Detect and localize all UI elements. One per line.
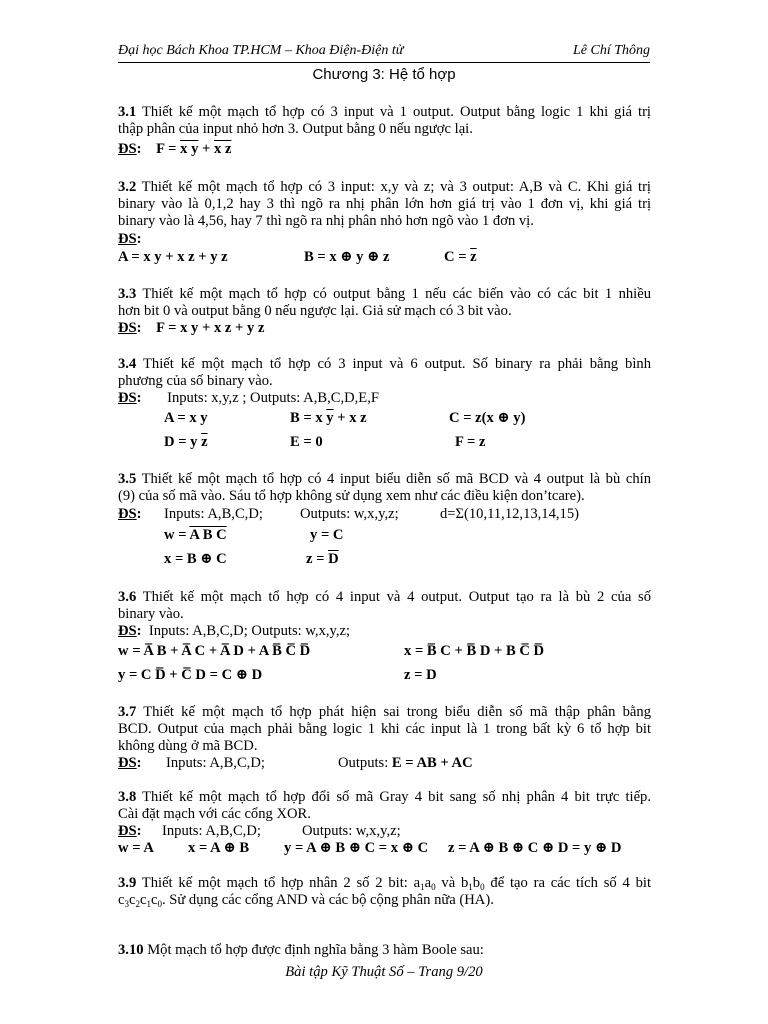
exercise-3-7-line-1: 3.7 Thiết kế một mạch tổ hợp phát hiện sai trong biểu diễn số mã thập phân bằng	[118, 704, 651, 720]
exercise-3-2-line-1: 3.2 Thiết kế một mạch tổ hợp có 3 input: x,y và z; và 3 output: A,B và C. Khi giá trị	[118, 179, 651, 195]
exercise-3-5-eq-y: y = C	[310, 527, 344, 543]
exercise-3-5-eq-x: x = B ⊕ C	[164, 551, 227, 567]
exercise-3-6-eq-w: w = A̅ B + A̅ C + A̅ D + A B̅ C̅ D̅	[118, 643, 311, 659]
exercise-3-8-eq-x: x = A ⊕ B	[188, 840, 250, 856]
exercise-3-1-line-2: thập phân của input nhỏ hơn 3. Output bằng 0 nếu ngược lại.	[118, 121, 473, 137]
exercise-3-7-ds-label: ĐS:	[118, 755, 142, 771]
exercise-3-4-eq-c: C = z(x ⊕ y)	[449, 410, 526, 426]
header-institution: Đại học Bách Khoa TP.HCM – Khoa Điện-Điện tử	[118, 43, 404, 58]
exercise-3-8-eq-y: y = A ⊕ B ⊕ C = x ⊕ C	[284, 840, 429, 856]
exercise-3-5-dontcare: d=Σ(10,11,12,13,14,15)	[440, 506, 580, 522]
exercise-3-4-eq-f: F = z	[455, 434, 486, 450]
exercise-3-1-line-1: 3.1 Thiết kế một mạch tổ hợp có 3 input và 1 output. Output bằng logic 1 khi giá trị	[118, 104, 651, 120]
exercise-3-4-line-1: 3.4 Thiết kế một mạch tổ hợp có 3 input và 6 output. Số binary ra phải bằng bình	[118, 356, 651, 372]
exercise-3-8-line-1: 3.8 Thiết kế một mạch tổ hợp đổi số mã Gray 4 bit sang số nhị phân 4 bit trực tiếp.	[118, 789, 651, 805]
exercise-3-6-io: ĐS: Inputs: A,B,C,D; Outputs: w,x,y,z;	[118, 623, 351, 639]
exercise-3-3-line-1: 3.3 Thiết kế một mạch tổ hợp có output bằng 1 nếu các biến vào có các bit 1 nhiều	[118, 286, 651, 302]
exercise-3-5-outputs: Outputs: w,x,y,z;	[300, 506, 399, 522]
exercise-3-8-line-2: Cài đặt mạch với các cổng XOR.	[118, 806, 311, 822]
exercise-3-8-outputs: Outputs: w,x,y,z;	[302, 823, 401, 839]
exercise-3-2-line-2: binary vào là 0,1,2 hay 3 thì ngõ ra nhị phân lớn hơn giá trị vào 1 đơn vị, khi giá trị	[118, 196, 651, 212]
exercise-3-8-eq-z: z = A ⊕ B ⊕ C ⊕ D = y ⊕ D	[448, 840, 622, 856]
exercise-3-4-eq-a: A = x y	[164, 410, 208, 426]
exercise-3-5-line-1: 3.5 Thiết kế một mạch tổ hợp có 4 input biểu diễn số mã BCD và 4 output là bù chín	[118, 471, 651, 487]
exercise-3-2-line-3: binary vào là 4,56, hay 7 thì ngõ ra nhị phân nhỏ hơn ngõ vào 1 đơn vị.	[118, 213, 534, 229]
exercise-3-2-eq-c: $C = \overline{z}$	[444, 249, 477, 265]
exercise-3-5-eq-z: $z = \overline{D}$	[306, 551, 339, 567]
exercise-3-7-line-2: BCD. Output của mạch phải bằng logic 1 khi các input là 1 trong bất kỳ 6 tổ hợp bit	[118, 721, 651, 737]
exercise-3-4-eq-b: B = x $\overline{y} + x$ z	[290, 410, 367, 426]
exercise-3-10-line-1: 3.10 Một mạch tổ hợp được định nghĩa bằng 3 hàm Boole sau:	[118, 942, 484, 958]
exercise-3-1-answer: ĐS: F = x y + x z	[118, 141, 232, 157]
exercise-3-6-line-1: 3.6 Thiết kế một mạch tổ hợp có 4 input và 4 output. Output tạo ra là bù 2 của số	[118, 589, 651, 605]
exercise-3-8-inputs: Inputs: A,B,C,D;	[162, 823, 261, 839]
exercise-3-9-line-1: 3.9 Thiết kế một mạch tổ hợp nhân 2 số 2 bit: $a_1a_0$ và $b_1b_0$ để tạo ra các tích số 4 bit	[118, 875, 651, 892]
header-author: Lê Chí Thông	[572, 43, 650, 58]
exercise-3-7-inputs: Inputs: A,B,C,D;	[166, 755, 265, 771]
page-footer: Bài tập Kỹ Thuật Số – Trang 9/20	[285, 964, 483, 980]
exercise-3-5-inputs: Inputs: A,B,C,D;	[164, 506, 263, 522]
exercise-3-6-eq-y: y = C D̅ + C̅ D = C ⊕ D	[118, 667, 263, 683]
exercise-3-2-ds-label: ĐS:	[118, 231, 142, 247]
exercise-3-4-line-2: phương của số binary vào.	[118, 373, 273, 389]
exercise-3-2-eq-a: A = x y + x z + y z	[118, 249, 228, 265]
exercise-3-7-line-3: không dùng ở mã BCD.	[118, 738, 258, 754]
exercise-3-5-line-2: (9) của số mã vào. Sáu tổ hợp không sử dụng xem như các điều kiện don’tcare).	[118, 488, 585, 504]
exercise-3-8-ds-label: ĐS:	[118, 823, 142, 839]
exercise-3-6-eq-x: x = B̅ C + B̅ D + B C̅ D̅	[404, 643, 545, 659]
exercise-3-3-answer: ĐS: F = x y + x z + y z	[118, 320, 265, 336]
exercise-3-2-eq-b: B = x ⊕ y ⊕ z	[304, 249, 390, 265]
exercise-3-6-line-2: binary vào.	[118, 606, 184, 622]
exercise-3-4-eq-e: E = 0	[290, 434, 323, 450]
exercise-3-7-outputs: Outputs: E = AB + AC	[338, 755, 473, 771]
exercise-3-8-eq-w: w = A	[118, 840, 154, 856]
page-header	[118, 42, 650, 63]
exercise-3-5-ds-label: ĐS:	[118, 506, 142, 522]
exercise-3-3-line-2: hơn bit 0 và output bằng 0 nếu ngược lại. Giả sử mạch có 3 bit vào.	[118, 303, 512, 319]
chapter-title: Chương 3: Hệ tổ hợp	[312, 66, 456, 83]
exercise-3-4-io: ĐS: Inputs: x,y,z ; Outputs: A,B,C,D,E,F	[118, 390, 379, 406]
exercise-3-9-line-2: $c_3c_2c_1c_0$. Sử dụng các cổng AND và các bộ cộng phân nữa (HA).	[118, 892, 494, 909]
exercise-3-5-eq-w: w = A B C	[164, 527, 227, 543]
exercise-3-6-eq-z: z = D	[404, 667, 437, 683]
exercise-3-4-eq-d: D = y $\overline{z}$	[164, 434, 208, 450]
